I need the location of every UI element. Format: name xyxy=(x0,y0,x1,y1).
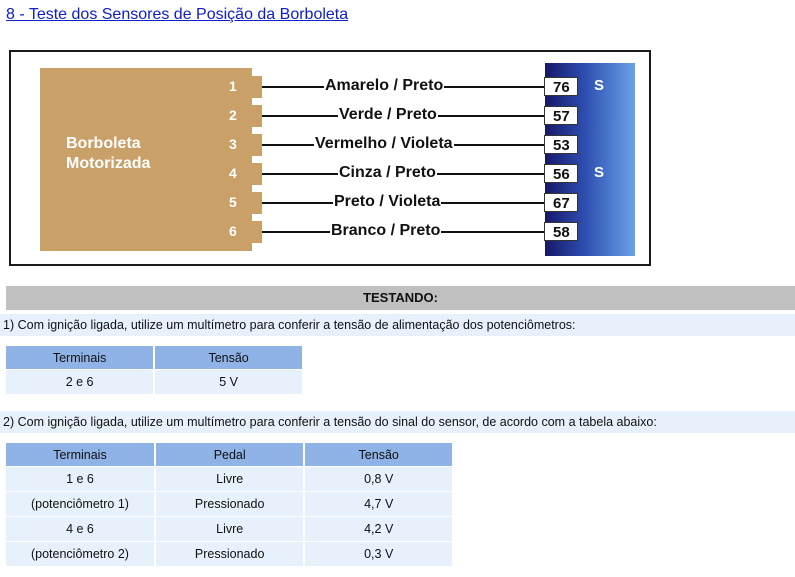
pin-number: 5 xyxy=(229,194,237,210)
pin-tab xyxy=(242,76,262,98)
table-cell: 4,7 V xyxy=(304,492,453,517)
table-row xyxy=(6,517,453,542)
wire-label: Branco / Preto xyxy=(331,222,441,239)
pin-tab xyxy=(242,105,262,127)
table-cell: 1 e 6 xyxy=(6,467,155,492)
table-cell: 4 e 6 xyxy=(6,517,155,542)
pin-number: 2 xyxy=(229,107,237,123)
signal-mark: S xyxy=(594,77,605,94)
column-header: Terminais xyxy=(6,346,154,370)
column-header: Pedal xyxy=(155,443,304,467)
signal-mark: S xyxy=(594,164,605,181)
pin-number: 6 xyxy=(229,223,237,239)
pin-tab xyxy=(242,134,262,156)
table-cell: 0,8 V xyxy=(304,467,453,492)
page-title[interactable]: 8 - Teste dos Sensores de Posição da Borboleta xyxy=(6,6,349,23)
wire-label: Verde / Preto xyxy=(339,106,437,123)
table-cell: Pressionado xyxy=(155,542,304,567)
table-cell: 2 e 6 xyxy=(6,370,154,395)
table-row xyxy=(6,467,453,492)
step-2-text: 2) Com ignição ligada, utilize um multímetro para conferir a tensão do sinal do sensor, de acordo com a tabela abaixo: xyxy=(0,411,795,433)
ecu-terminal: 76 xyxy=(544,77,578,96)
column-header: Tensão xyxy=(304,443,453,467)
ecu-terminal: 57 xyxy=(544,106,578,125)
table-cell: (potenciômetro 1) xyxy=(6,492,155,517)
supply-voltage-table xyxy=(6,346,304,394)
pin-tab xyxy=(242,163,262,185)
step-1-text: 1) Com ignição ligada, utilize um multímetro para conferir a tensão de alimentação dos potenciômetros: xyxy=(0,314,795,336)
table-cell: 4,2 V xyxy=(304,517,453,542)
pin-number: 3 xyxy=(229,136,237,152)
column-header: Terminais xyxy=(6,443,155,467)
testing-header: TESTANDO: xyxy=(6,286,795,310)
table-cell: Livre xyxy=(155,467,304,492)
pin-tab xyxy=(242,221,262,243)
pin-number: 1 xyxy=(229,78,237,94)
table-header-row xyxy=(6,443,453,467)
throttle-body-label-line2: Motorizada xyxy=(66,155,151,172)
pin-tab xyxy=(242,192,262,214)
table-row xyxy=(6,492,453,517)
table-header-row xyxy=(6,346,303,370)
wire-label: Vermelho / Violeta xyxy=(315,135,453,152)
pin-number: 4 xyxy=(229,165,237,181)
table-cell: Livre xyxy=(155,517,304,542)
table-cell: (potenciômetro 2) xyxy=(6,542,155,567)
table-row xyxy=(6,542,453,567)
wire-label: Preto / Violeta xyxy=(334,193,441,210)
sensor-signal-table xyxy=(6,443,454,566)
table-row xyxy=(6,370,303,395)
column-header: Tensão xyxy=(154,346,303,370)
wire-label: Cinza / Preto xyxy=(339,164,436,181)
throttle-body-label xyxy=(66,134,150,174)
ecu-terminal: 56 xyxy=(544,164,578,183)
table-cell: 0,3 V xyxy=(304,542,453,567)
table-cell: Pressionado xyxy=(155,492,304,517)
table-cell: 5 V xyxy=(154,370,303,395)
throttle-body-label-line1: Borboleta xyxy=(66,135,141,152)
ecu-terminal: 53 xyxy=(544,135,578,154)
ecu-terminal: 58 xyxy=(544,222,578,241)
wire-label: Amarelo / Preto xyxy=(325,77,444,94)
wiring-diagram xyxy=(9,50,651,266)
ecu-terminal: 67 xyxy=(544,193,578,212)
